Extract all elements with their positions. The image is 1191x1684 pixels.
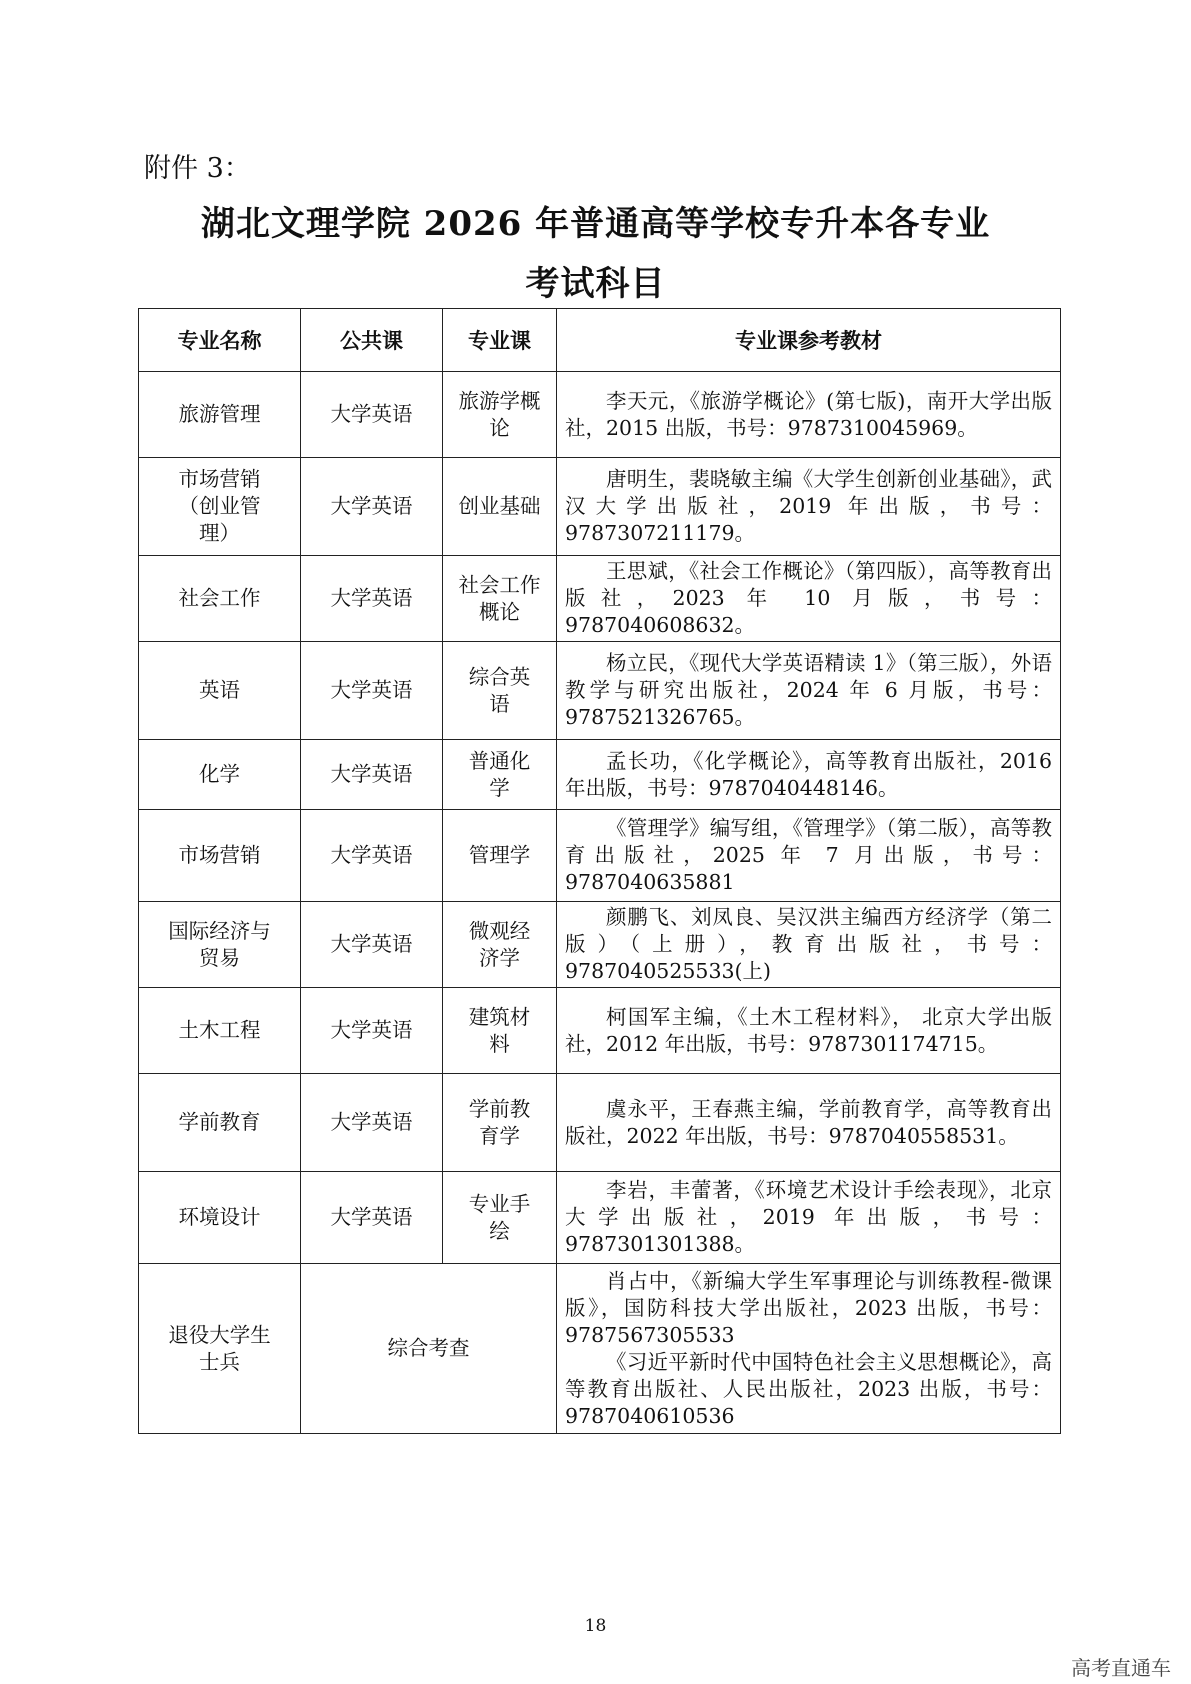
- table-row: [139, 810, 1061, 902]
- table-row: [139, 1172, 1061, 1264]
- cell-major-course: [443, 458, 557, 556]
- cell-major-course: [443, 988, 557, 1074]
- cell-major-course: [443, 372, 557, 458]
- header-major-course: 专业课: [443, 309, 557, 372]
- cell-major-course: [443, 1172, 557, 1264]
- header-major: 专业名称: [139, 309, 301, 372]
- cell-major-course: [443, 1074, 557, 1172]
- cell-major-course-text: 专业手绘: [468, 1191, 531, 1243]
- cell-public-course: 大学英语: [301, 642, 443, 740]
- cell-major-course-text: 创业基础: [458, 494, 541, 518]
- attachment-label: 附件 3：: [144, 153, 251, 184]
- cell-major-course: [443, 556, 557, 642]
- cell-major: 化学: [139, 740, 301, 810]
- table-row: [139, 740, 1061, 810]
- cell-major-course: [443, 642, 557, 740]
- textbook-text: 孟长功，《化学概论》，高等教育出版社，2016 年出版，书号：9787040448146。: [565, 748, 1052, 800]
- textbook-text: 王思斌，《社会工作概论》（第四版），高等教育出版社，2023 年 10 月版，书号：9787040608632。: [565, 559, 1052, 637]
- cell-textbook: [557, 458, 1061, 556]
- cell-major-text: 退役大学生士兵: [168, 1322, 271, 1374]
- table-row: [139, 458, 1061, 556]
- cell-textbook: [557, 902, 1061, 988]
- cell-textbook: [557, 740, 1061, 810]
- cell-major-course: [443, 740, 557, 810]
- cell-major: 旅游管理: [139, 372, 301, 458]
- cell-public-course: 大学英语: [301, 458, 443, 556]
- cell-major: 市场营销: [139, 810, 301, 902]
- header-textbook: 专业课参考教材: [557, 309, 1061, 372]
- table-header-row: [139, 309, 1061, 372]
- textbook-text: 颜鹏飞、刘凤良、吴汉洪主编西方经济学（第二版）（上册），教育出版社，书号：9787040525533(上): [565, 905, 1052, 983]
- cell-major-course-text: 综合英语: [468, 664, 531, 716]
- header-public-course: 公共课: [301, 309, 443, 372]
- cell-public-course: 大学英语: [301, 1172, 443, 1264]
- cell-textbook: [557, 1172, 1061, 1264]
- document-subtitle: 考试科目: [525, 264, 666, 304]
- cell-major: 社会工作: [139, 556, 301, 642]
- cell-major-course-text: 旅游学概论: [458, 388, 541, 440]
- cell-public-course: 大学英语: [301, 372, 443, 458]
- cell-textbook: [557, 1264, 1061, 1434]
- cell-major: 土木工程: [139, 988, 301, 1074]
- table-row: [139, 372, 1061, 458]
- document-title: 湖北文理学院 2026 年普通高等学校专升本各专业: [200, 204, 991, 244]
- cell-major-course: [443, 902, 557, 988]
- cell-major: 英语: [139, 642, 301, 740]
- textbook-text: 柯国军主编，《土木工程材料》， 北京大学出版社，2012 年出版，书号：9787301174715。: [565, 1004, 1052, 1056]
- cell-major-course-text: 建筑材料: [468, 1004, 531, 1056]
- cell-major: [139, 902, 301, 988]
- table-row: [139, 988, 1061, 1074]
- watermark-text: 高考直通车: [1071, 1656, 1171, 1680]
- cell-major-text: 市场营销（创业管理）: [178, 467, 261, 545]
- cell-major-course-text: 社会工作概论: [458, 572, 541, 624]
- cell-public-course: 大学英语: [301, 556, 443, 642]
- cell-textbook: [557, 1074, 1061, 1172]
- exam-subjects-table: [138, 308, 1061, 1434]
- table-row: [139, 1074, 1061, 1172]
- cell-major-course-text: 微观经济学: [468, 918, 531, 970]
- cell-major: 环境设计: [139, 1172, 301, 1264]
- cell-textbook: [557, 372, 1061, 458]
- cell-public-course: 大学英语: [301, 1074, 443, 1172]
- cell-major: 学前教育: [139, 1074, 301, 1172]
- cell-textbook: [557, 642, 1061, 740]
- table-row: [139, 556, 1061, 642]
- textbook-text: 李岩，丰蕾著，《环境艺术设计手绘表现》，北京大学出版社，2019 年出版，书号：9787301301388。: [565, 1178, 1052, 1256]
- textbook-text: 唐明生，裴晓敏主编《大学生创新创业基础》，武汉大学出版社，2019 年出版，书号：9787307211179。: [565, 467, 1052, 545]
- table-row-veteran: [139, 1264, 1061, 1434]
- cell-combined-exam: 综合考查: [301, 1264, 557, 1434]
- cell-major-course: 管理学: [443, 810, 557, 902]
- cell-major: [139, 1264, 301, 1434]
- cell-public-course: 大学英语: [301, 988, 443, 1074]
- textbook-text-1: 肖占中，《新编大学生军事理论与训练教程-微课版》，国防科技大学出版社，2023 出版，书号：9787567305533: [565, 1268, 1052, 1347]
- cell-public-course: 大学英语: [301, 740, 443, 810]
- page-number: 18: [584, 1616, 607, 1636]
- cell-textbook: [557, 556, 1061, 642]
- textbook-text: 《管理学》编写组，《管理学》（第二版），高等教育出版社，2025 年 7 月出版，书号：9787040635881: [565, 816, 1052, 894]
- cell-major-text: 国际经济与贸易: [168, 918, 271, 970]
- table-row: [139, 902, 1061, 988]
- cell-public-course: 大学英语: [301, 810, 443, 902]
- table-row: [139, 642, 1061, 740]
- cell-public-course: 大学英语: [301, 902, 443, 988]
- cell-major: [139, 458, 301, 556]
- textbook-text: 虞永平，王春燕主编，学前教育学，高等教育出版社，2022 年出版，书号：9787040558531。: [565, 1096, 1052, 1148]
- cell-textbook: [557, 810, 1061, 902]
- textbook-text: 李天元，《旅游学概论》(第七版)，南开大学出版社，2015 出版，书号：9787310045969。: [565, 388, 1052, 440]
- cell-major-course-text: 普通化学: [468, 748, 531, 800]
- textbook-text-2: 《习近平新时代中国特色社会主义思想概论》，高等教育出版社、人民出版社，2023 出版，书号：9787040610536: [565, 1349, 1052, 1428]
- textbook-text: 杨立民，《现代大学英语精读 1》（第三版），外语教学与研究出版社，2024 年 6 月版，书号：9787521326765。: [565, 651, 1052, 729]
- cell-textbook: [557, 988, 1061, 1074]
- cell-major-course-text: 学前教育学: [468, 1096, 531, 1148]
